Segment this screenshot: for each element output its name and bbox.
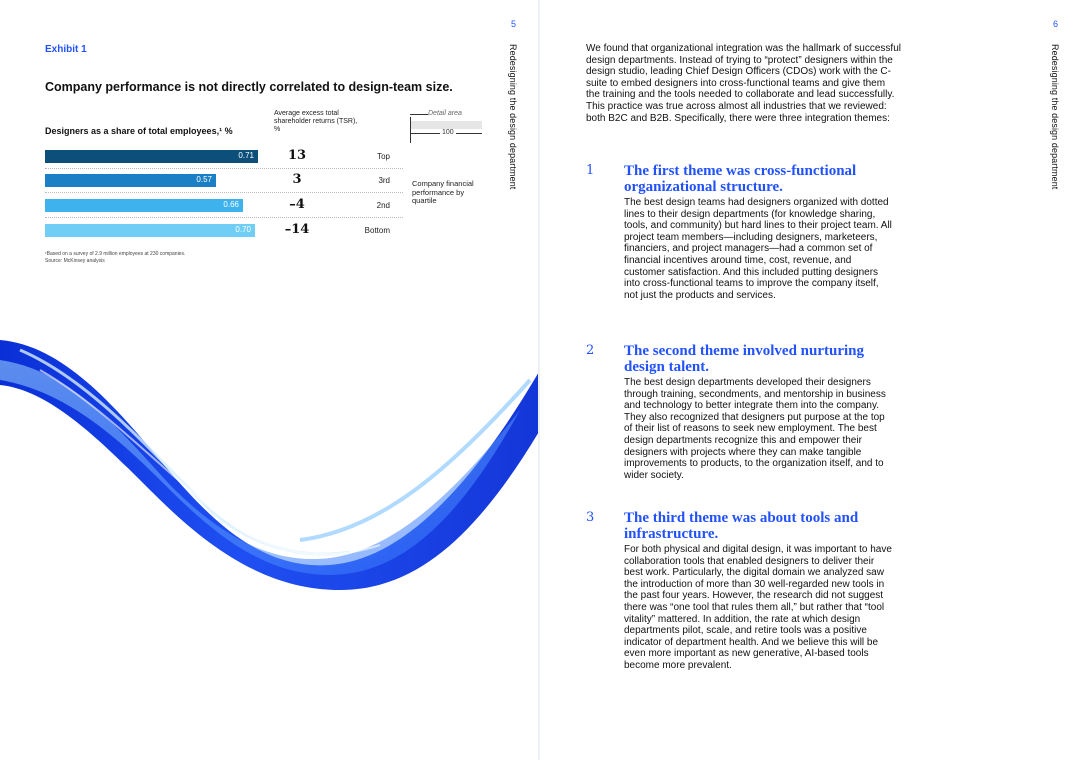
detail-area-bar bbox=[410, 121, 482, 129]
bar-value-label: 0.57 bbox=[196, 175, 212, 184]
theme-number: 2 bbox=[586, 343, 595, 358]
tsr-value: –4 bbox=[289, 197, 305, 212]
tsr-header: Average excess total shareholder returns (TSR), % bbox=[274, 110, 358, 133]
running-title: Redesigning the design department bbox=[508, 44, 518, 190]
blue-swirl-image bbox=[0, 290, 538, 590]
theme-number: 1 bbox=[586, 163, 595, 178]
page-number: 6 bbox=[1053, 19, 1059, 29]
page-number: 5 bbox=[511, 19, 517, 29]
quartile-label: Company financial performance by quartile bbox=[412, 179, 474, 205]
left-page bbox=[0, 0, 538, 760]
bar-bottom bbox=[45, 224, 255, 237]
quartile-3rd: 3rd bbox=[378, 176, 390, 185]
detail-area-legend bbox=[410, 110, 482, 140]
bar-value-label: 0.66 bbox=[223, 200, 239, 209]
detail-area-leader bbox=[410, 114, 428, 115]
tsr-value: 13 bbox=[287, 148, 307, 163]
footnote-block bbox=[45, 251, 185, 264]
bar-top bbox=[45, 150, 258, 163]
running-title: Redesigning the design department bbox=[1050, 44, 1060, 190]
bar-value-label: 0.71 bbox=[238, 151, 254, 160]
row-divider bbox=[45, 217, 403, 218]
quartile-2nd: 2nd bbox=[376, 201, 390, 210]
quartile-top: Top bbox=[377, 152, 390, 161]
detail-area-label: Detail area bbox=[428, 110, 462, 117]
bar-3rd bbox=[45, 174, 216, 187]
exhibit-label: Exhibit 1 bbox=[45, 44, 87, 55]
row-divider bbox=[45, 168, 403, 169]
footnote: ¹Based on a survey of 2.9 million employees at 230 companies. bbox=[45, 251, 186, 257]
tsr-value: –14 bbox=[284, 222, 310, 237]
theme-body: The best design departments developed their designers through training, secondments, and mentorship in business and technology to better integrate them into the company. They also recognized that designers put purpose at the top of their list of reasons to seek new employment. The best design departments recognize this and empower their designers with projects where they can make tangible improvements to products, to the organization itself, and to wider society. bbox=[624, 377, 886, 481]
theme-title: The first theme was cross-functional organizational structure. bbox=[624, 163, 857, 195]
tsr-value: 3 bbox=[292, 172, 302, 187]
theme-title: The third theme was about tools and infrastructure. bbox=[624, 510, 859, 542]
theme-number: 3 bbox=[586, 510, 595, 525]
theme-body: The best design teams had designers organized with dotted lines to their design departments (for knowledge sharing, tools, and community) but hard lines to their project team. All project team members—including designers, marketeers, financiers, and project managers—had a common set of financial incentives around time, cost, revenue, and customer satisfaction. And this included putting designers into cross-functional teams to improve the company itself, not just the products and services. bbox=[624, 197, 892, 301]
theme-title: The second theme involved nurturing design talent. bbox=[624, 343, 865, 375]
designers-share-header: Designers as a share of total employees,¹ % bbox=[45, 126, 233, 136]
quartile-bottom: Bottom bbox=[364, 226, 390, 235]
bar-2nd bbox=[45, 199, 243, 212]
intro-paragraph: We found that organizational integration was the hallmark of successful design departments. Instead of trying to “protect” designers within the design studio, leading Chief Design Officers (CDOs) work with the C-suite to embed designers into cross-functional teams and give them the training and the tools needed to collaborate and lead successfully. This practice was true across almost all industries that we reviewed: both B2C and B2B. Specifically, there were three integration themes: bbox=[586, 43, 901, 124]
source-note: Source: McKinsey analysis bbox=[45, 257, 105, 264]
chart-title: Company performance is not directly correlated to design-team size. bbox=[45, 80, 453, 94]
detail-area-value: 100 bbox=[442, 129, 454, 136]
theme-body: For both physical and digital design, it was important to have collaboration tools that enabled designers to deliver their best work. Particularly, the digital domain we analyzed saw the introduction of more than 30 well-regarded new tools in the past four years. However, the research did not suggest there was “one tool that rules them all,” but rather that “tool vitality” mattered. In addition, the rate at which design departments pilot, scale, and retire tools was a positive indicator of department health. And we believe this will be even more important as new generative, AI-based tools become more prevalent. bbox=[624, 544, 892, 671]
bar-value-label: 0.70 bbox=[235, 225, 251, 234]
detail-area-tick bbox=[410, 117, 411, 143]
right-page bbox=[540, 0, 1080, 760]
row-divider bbox=[45, 192, 403, 193]
